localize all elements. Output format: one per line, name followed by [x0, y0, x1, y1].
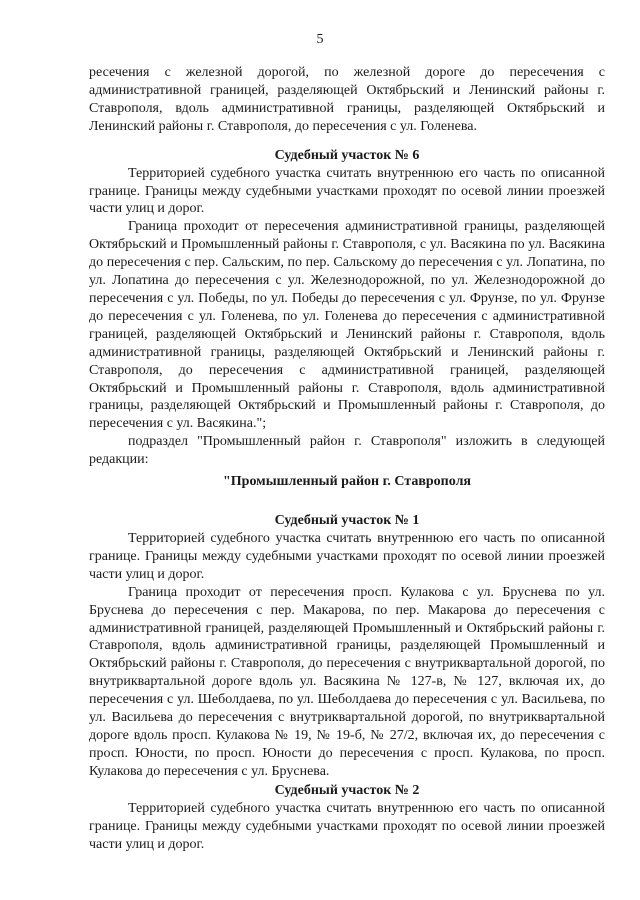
- intro-paragraph: ресечения с железной дорогой, по железной дороге до пересечения с административной границей, разделяющей Октябрьский и Ленинский районы г. Ставрополя, вдоль административной границы, разделяющей Октябрьский и Ленинский районы г. Ставрополя, до пересечения с ул. Голенева.: [89, 65, 605, 134]
- section-6-heading: Судебный участок № 6: [274, 147, 420, 163]
- subsection-note: подраздел "Промышленный район г. Ставрополя" изложить в следующей редакции:: [89, 434, 605, 468]
- page-number: 5: [316, 32, 324, 47]
- section-6-boundary-paragraph: Граница проходит от пересечения административной границы, разделяющей Октябрьский и Промышленный районы г. Ставрополя, с ул. Васякина по ул. Васякина до пересечения с пер. Сальским, по пер. Сальскому до пересечения с ул. Лопатина, по ул. Лопатина до пересечения с ул. Железнодорожной, по ул. Железнодорожной до пересечения с ул. Победы, по ул. Победы до пересечения с ул. Фрунзе, по ул. Фрунзе до пересечения с ул. Голенева, по ул. Голенева до пересечения с административной границей, разделяющей Октябрьский и Ленинский районы г. Ставрополя, вдоль административной границы, разделяющей Октябрьский и Ленинский районы г. Ставрополя, до пересечения с административной границей, разделяющей Октябрьский и Промышленный районы г. Ставрополя, вдоль административной границы, разделяющей Октябрьский и Промышленный районы г. Ставрополя, до пересечения с ул. Васякина.";: [89, 219, 605, 432]
- section-6-territory-paragraph: Территорией судебного участка считать внутреннюю его часть по описанной границе. Границы между судебными участками проходят по осевой линии проезжей части улиц и дорог.: [89, 165, 605, 217]
- section-1-territory-paragraph: Территорией судебного участка считать внутреннюю его часть по описанной границе. Границы между судебными участками проходят по осевой линии проезжей части улиц и дорог.: [89, 531, 605, 582]
- section-2-heading: Судебный участок № 2: [274, 782, 420, 798]
- document-body: [89, 64, 605, 853]
- section-2-territory-paragraph: Территорией судебного участка считать внутреннюю его часть по описанной границе. Границы между судебными участками проходят по осевой линии проезжей части улиц и дорог.: [89, 800, 605, 852]
- section-1-boundary-paragraph: Граница проходит от пересечения просп. Кулакова с ул. Бруснева по ул. Бруснева до пересечения с пер. Макарова, по пер. Макарова до пересечения с административной границей, разделяющей Промышленный и Октябрьский районы г. Ставрополя, вдоль административной границы, разделяющей Промышленный и Октябрьский районы г. Ставрополя, до пересечения с внутриквартальной дорогой, по внутриквартальной дороге вдоль ул. Васякина № 127-в, № 127, включая их, до пересечения с ул. Шеболдаева, по ул. Шеболдаева до пересечения с ул. Васильева, по ул. Васильева до пересечения с внутриквартальной дорогой, по внутриквартальной дороге вдоль просп. Кулакова № 19, № 19-б, № 27/2, включая их, до пересечения с просп. Юности, по просп. Юности до пересечения с просп. Кулакова, по просп. Кулакова до пересечения с ул. Бруснева.: [89, 584, 605, 779]
- district-title: "Промышленный район г. Ставрополя: [223, 474, 471, 490]
- section-1-heading: Судебный участок № 1: [274, 513, 420, 529]
